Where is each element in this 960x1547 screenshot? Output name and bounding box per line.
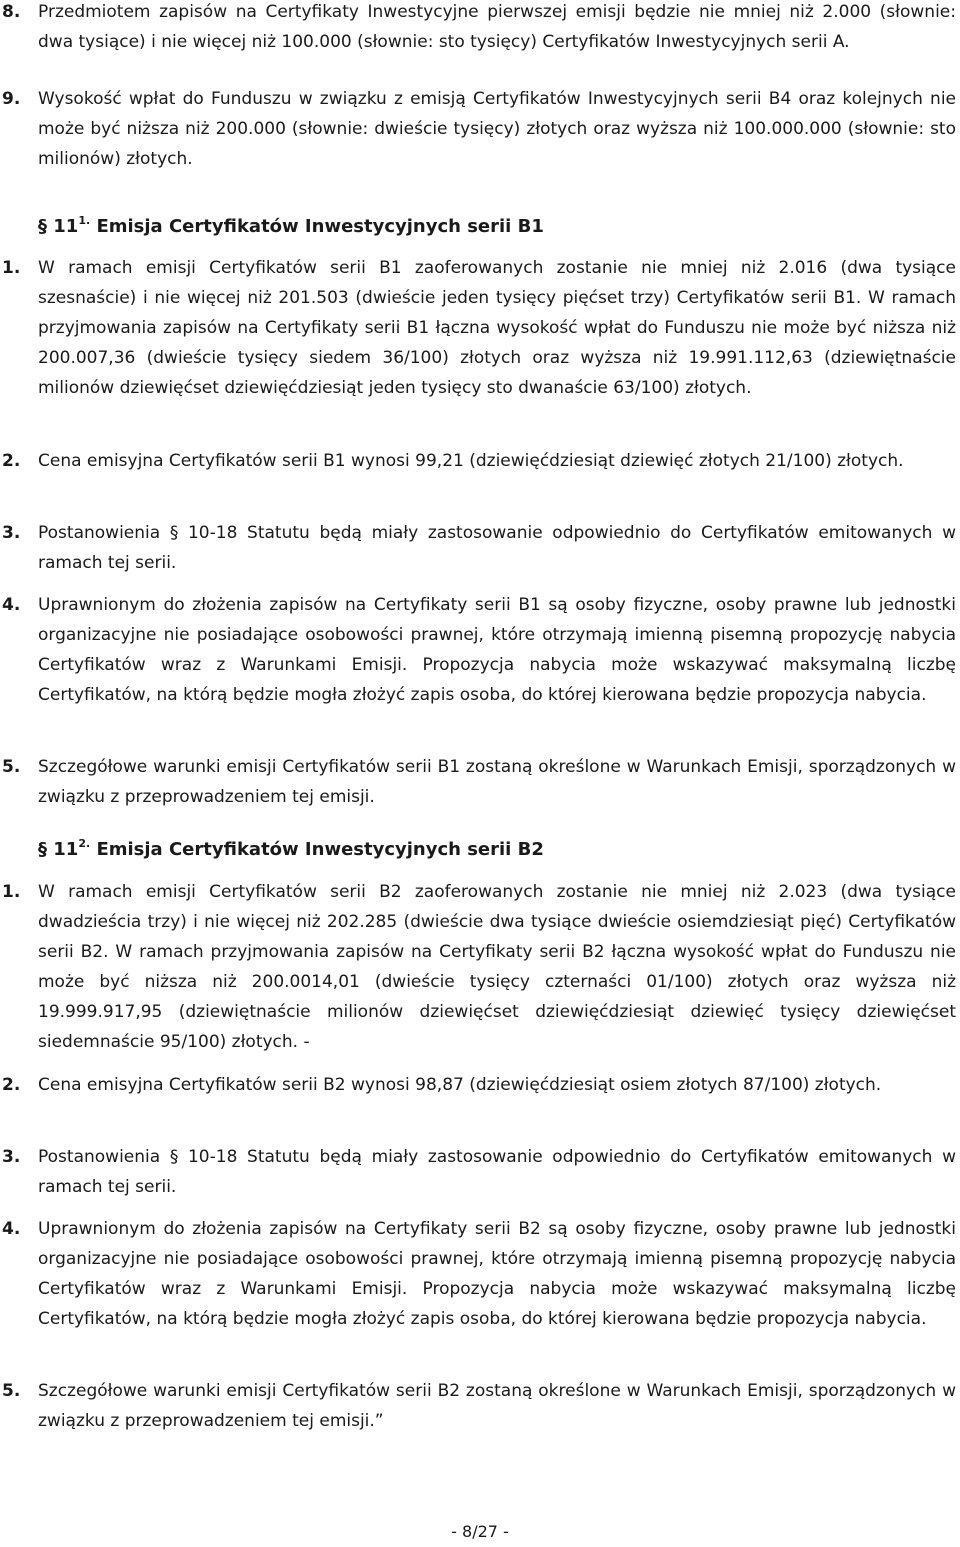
section-b2-items xyxy=(0,877,956,1436)
item-number: 8. xyxy=(2,2,21,22)
section-title: Emisja Certyfikatów Inwestycyjnych serii B2 xyxy=(96,839,544,860)
section-title: Emisja Certyfikatów Inwestycyjnych serii B1 xyxy=(96,216,544,237)
item-number: 5. xyxy=(2,757,21,777)
list-item xyxy=(0,1142,956,1214)
item-text: Przedmiotem zapisów na Certyfikaty Inwestycyjne pierwszej emisji będzie nie mniej niż 2.000 (słownie: dwa tysiące) i nie więcej niż 100.000 (słownie: sto tysięcy) Certyfikatów Inwestycyjnych serii A. xyxy=(38,2,956,52)
item-text: W ramach emisji Certyfikatów serii B2 zaoferowanych zostanie nie mniej niż 2.023 (dwa tysiące dwadzieścia trzy) i nie więcej niż 202.285 (dwieście dwa tysiące dwieście osiemdziesiąt pięć) Certyfikatów serii B2. W ramach przyjmowania zapisów na Certyfikaty serii B2 łączna wysokość wpłat do Funduszu nie może być niższa niż 200.0014,01 (dwieście tysięcy czternaści 01/100) złotych oraz wyższa niż 19.999.917,95 (dziewiętnaście milionów dziewięćset dziewięćdziesiąt dziewięć tysięcy dziewięćset siedemnaście 95/100) złotych. - xyxy=(38,882,956,1052)
item-text: W ramach emisji Certyfikatów serii B1 zaoferowanych zostanie nie mniej niż 2.016 (dwa tysiące szesnaście) i nie więcej niż 201.503 (dwieście jeden tysięcy pięćset trzy) Certyfikatów serii B1. W ramach przyjmowania zapisów na Certyfikaty serii B1 łączna wysokość wpłat do Funduszu nie może być niższa niż 200.007,36 (dwieście tysięcy siedem 36/100) złotych oraz wyższa niż 19.991.112,63 (dziewiętnaście milionów dziewięćset dziewięćdziesiąt jeden tysięcy sto dwanaście 63/100) złotych. xyxy=(38,258,956,398)
item-text: Postanowienia § 10-18 Statutu będą miały zastosowanie odpowiednio do Certyfikatów emitowanych w ramach tej serii. xyxy=(38,1147,956,1197)
section-b1-items xyxy=(0,253,956,812)
section-superscript: 2. xyxy=(78,837,91,850)
page-number: - 8/27 - xyxy=(451,1522,509,1541)
list-item xyxy=(0,518,956,590)
list-item xyxy=(0,752,956,812)
item-text: Uprawnionym do złożenia zapisów na Certyfikaty serii B2 są osoby fizyczne, osoby prawne lub jednostki organizacyjne nie posiadające osobowości prawnej, które otrzymają imienną pisemną propozycję nabycia Certyfikatów wraz z Warunkami Emisji. Propozycja nabycia może wskazywać maksymalną liczbę Certyfikatów, na którą będzie mogła złożyć zapis osoba, do której kierowana będzie propozycja nabycia. xyxy=(38,1219,956,1329)
item-text: Cena emisyjna Certyfikatów serii B2 wynosi 98,87 (dziewięćdziesiąt osiem złotych 87/100) złotych. xyxy=(38,1075,882,1095)
list-item xyxy=(0,1214,956,1376)
item-number: 2. xyxy=(2,451,21,471)
list-item xyxy=(0,84,956,174)
section-symbol: § 11 xyxy=(38,216,79,237)
section-symbol: § 11 xyxy=(38,839,79,860)
item-number: 1. xyxy=(2,882,21,902)
item-text: Cena emisyjna Certyfikatów serii B1 wynosi 99,21 (dziewięćdziesiąt dziewięć złotych 21/100) złotych. xyxy=(38,451,904,471)
item-number: 4. xyxy=(2,595,21,615)
item-number: 3. xyxy=(2,523,21,543)
section-superscript: 1. xyxy=(78,214,91,227)
list-item xyxy=(0,0,956,84)
item-number: 5. xyxy=(2,1381,21,1401)
item-text: Uprawnionym do złożenia zapisów na Certyfikaty serii B1 są osoby fizyczne, osoby prawne lub jednostki organizacyjne nie posiadające osobowości prawnej, które otrzymają imienną pisemną propozycję nabycia Certyfikatów wraz z Warunkami Emisji. Propozycja nabycia może wskazywać maksymalną liczbę Certyfikatów, na którą będzie mogła złożyć zapis osoba, do której kierowana będzie propozycja nabycia. xyxy=(38,595,956,705)
item-number: 9. xyxy=(2,89,21,109)
item-number: 1. xyxy=(2,258,21,278)
list-item xyxy=(0,1376,956,1436)
item-text: Szczegółowe warunki emisji Certyfikatów serii B2 zostaną określone w Warunkach Emisji, sporządzonych w związku z przeprowadzeniem tej emisji.” xyxy=(38,1381,956,1431)
list-item xyxy=(0,446,956,518)
top-section xyxy=(0,0,956,174)
section-heading-b1 xyxy=(38,212,544,242)
item-number: 4. xyxy=(2,1219,21,1239)
list-item xyxy=(0,590,956,752)
item-number: 3. xyxy=(2,1147,21,1167)
item-text: Postanowienia § 10-18 Statutu będą miały zastosowanie odpowiednio do Certyfikatów emitowanych w ramach tej serii. xyxy=(38,523,956,573)
list-item xyxy=(0,1070,956,1142)
list-item xyxy=(0,253,956,446)
item-text: Wysokość wpłat do Funduszu w związku z emisją Certyfikatów Inwestycyjnych serii B4 oraz kolejnych nie może być niższa niż 200.000 (słownie: dwieście tysięcy) złotych oraz wyższa niż 100.000.000 (słownie: sto milionów) złotych. xyxy=(38,89,956,169)
section-heading-b2 xyxy=(38,835,544,865)
item-number: 2. xyxy=(2,1075,21,1095)
list-item xyxy=(0,877,956,1070)
item-text: Szczegółowe warunki emisji Certyfikatów serii B1 zostaną określone w Warunkach Emisji, sporządzonych w związku z przeprowadzeniem tej emisji. xyxy=(38,757,956,807)
